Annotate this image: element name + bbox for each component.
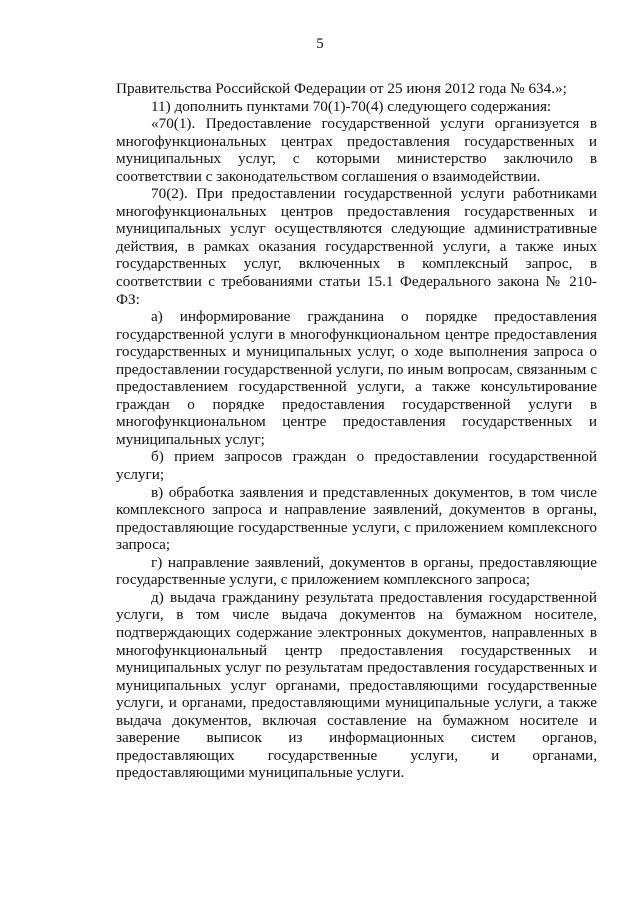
paragraph-subitem-b: б) прием запросов граждан о предоставлении государственной услуги; — [116, 448, 597, 484]
page-number: 5 — [316, 36, 324, 52]
paragraph-subitem-g: г) направление заявлений, документов в органы, предоставляющие государственные услуги, с приложением комплексного запроса; — [116, 553, 597, 589]
paragraph-70-2: 70(2). При предоставлении государственной услуги работниками многофункциональных центров предоставления государственных и муниципальных услуг осуществляются следующие административные действия, в рамках оказания государственной услуги, а также иных государственных услуг, включенных в комплексный запрос, в соответствии с требованиями статьи 15.1 Федерального закона № 210-ФЗ: — [116, 185, 597, 308]
paragraph-subitem-a: а) информирование гражданина о порядке предоставления государственной услуги в многофункциональном центре предоставления государственных и муниципальных услуг, о ходе выполнения запроса о предоставлении государственной услуги, по иным вопросам, связанным с предоставлением государственной услуги, а также консультирование граждан о порядке предоставления государственной услуги в многофункциональном центре предоставления государственных и муниципальных услуг; — [116, 308, 597, 448]
paragraph-government-decree-reference: Правительства Российской Федерации от 25 июня 2012 года № 634.»; — [116, 80, 567, 97]
paragraph-item-11: 11) дополнить пунктами 70(1)-70(4) следующего содержания: — [151, 97, 552, 115]
paragraph-70-1: «70(1). Предоставление государственной услуги организуется в многофункциональных центрах предоставления государственных и муниципальных услуг, с которыми министерство заключило в соответствии с законодательством соглашения о взаимодействии. — [116, 115, 597, 185]
paragraph-subitem-d: д) выдача гражданину результата предоставления государственной услуги, в том числе выдача документов на бумажном носителе, подтверждающих содержание электронных документов, направленных в многофункциональный центр предоставления государственных и муниципальных услуг по результатам предоставления государственных и муниципальных услуг органами, предоставляющими государственные услуги, и органами, предоставляющими муниципальные услуги, а также выдача документов, включая составление на бумажном носителе и заверение выписок из информационных систем органов, предоставляющих государственные услуги, и органами, предоставляющими муниципальные услуги. — [116, 588, 597, 782]
document-body — [116, 80, 597, 782]
paragraph-subitem-v: в) обработка заявления и представленных документов, в том числе комплексного запроса и направление заявлений, документов в органы, предоставляющие государственные услуги, с приложением комплексного запроса; — [116, 483, 597, 554]
